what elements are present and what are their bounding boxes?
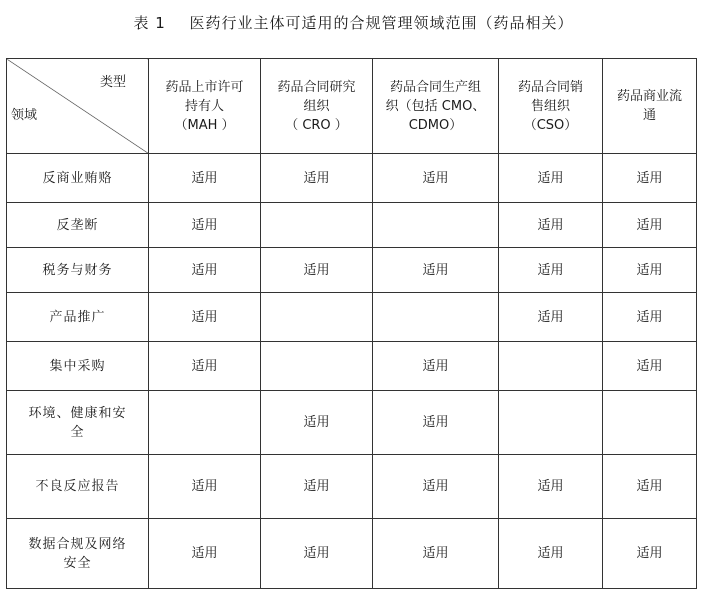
column-header-cso xyxy=(499,59,603,154)
row-domain-label: 全 xyxy=(70,424,85,440)
column-header-line: 售组织 xyxy=(530,98,570,114)
table-cell: 适用 xyxy=(373,455,499,519)
table-cell: 适用 xyxy=(603,342,697,391)
row-domain-cell xyxy=(7,391,149,455)
column-header-line: 药品合同研究 xyxy=(277,79,356,95)
table-cell: 适用 xyxy=(373,391,499,455)
table-cell xyxy=(261,342,373,391)
column-header-line: 药品商业流 xyxy=(616,89,682,104)
table-cell xyxy=(603,391,697,455)
column-header-line: CDMO） xyxy=(408,117,463,133)
table-cell: 适用 xyxy=(603,154,697,203)
table-row xyxy=(7,203,697,248)
column-header-line: 织（包括 CMO、 xyxy=(385,98,486,114)
table-cell: 适用 xyxy=(603,455,697,519)
column-header-line: （MAH ） xyxy=(174,117,235,133)
corner-domain-label: 领域 xyxy=(11,108,38,123)
table-cell: 适用 xyxy=(261,248,373,293)
column-header-line: 通 xyxy=(642,108,656,123)
table-cell xyxy=(499,391,603,455)
row-domain-cell xyxy=(7,342,149,391)
table-row xyxy=(7,248,697,293)
column-header-cro xyxy=(261,59,373,154)
table-cell: 适用 xyxy=(499,248,603,293)
row-domain-label: 数据合规及网络 xyxy=(28,536,127,552)
table-row xyxy=(7,293,697,342)
compliance-table xyxy=(6,58,697,589)
table-cell: 适用 xyxy=(603,248,697,293)
row-domain-cell xyxy=(7,154,149,203)
table-row xyxy=(7,391,697,455)
column-header-line: 持有人 xyxy=(184,98,224,114)
column-header-line: 药品合同生产组 xyxy=(389,79,481,95)
row-domain-label: 反商业贿赂 xyxy=(42,170,113,186)
table-caption: 医药行业主体可适用的合规管理领域范围（药品相关） xyxy=(189,14,574,32)
table-cell: 适用 xyxy=(603,519,697,589)
table-cell xyxy=(261,293,373,342)
table-cell: 适用 xyxy=(373,248,499,293)
row-domain-cell xyxy=(7,293,149,342)
table-cell: 适用 xyxy=(603,203,697,248)
table-cell: 适用 xyxy=(499,455,603,519)
table-row xyxy=(7,342,697,391)
table-cell: 适用 xyxy=(149,293,261,342)
column-header-mah xyxy=(149,59,261,154)
table-cell xyxy=(149,391,261,455)
table-cell xyxy=(373,203,499,248)
table-row xyxy=(7,154,697,203)
table-title xyxy=(0,12,707,33)
row-domain-label: 产品推广 xyxy=(49,309,106,325)
row-domain-label: 税务与财务 xyxy=(42,262,113,278)
column-header-line: 药品合同销 xyxy=(517,79,583,95)
table-cell: 适用 xyxy=(603,293,697,342)
column-header-line: 药品上市许可 xyxy=(165,79,244,95)
table-number: 表 1 xyxy=(133,14,166,32)
row-domain-cell xyxy=(7,455,149,519)
header-row xyxy=(7,59,697,154)
row-domain-cell xyxy=(7,203,149,248)
table-cell: 适用 xyxy=(149,154,261,203)
corner-type-label: 类型 xyxy=(99,75,126,90)
table-cell: 适用 xyxy=(499,154,603,203)
table-cell: 适用 xyxy=(261,154,373,203)
table-cell xyxy=(499,342,603,391)
row-domain-label: 环境、健康和安 xyxy=(28,405,127,421)
table-cell: 适用 xyxy=(261,455,373,519)
table-cell: 适用 xyxy=(149,342,261,391)
table-row xyxy=(7,519,697,589)
row-domain-label: 不良反应报告 xyxy=(35,479,120,494)
column-header-cmo xyxy=(373,59,499,154)
column-header-line: （CSO） xyxy=(523,117,578,133)
row-domain-label: 反垄断 xyxy=(56,217,99,233)
table-cell: 适用 xyxy=(499,293,603,342)
table-cell: 适用 xyxy=(149,203,261,248)
table-cell: 适用 xyxy=(373,154,499,203)
corner-header-cell xyxy=(7,59,149,154)
table-cell xyxy=(373,293,499,342)
table-cell xyxy=(261,203,373,248)
table-cell: 适用 xyxy=(149,519,261,589)
column-header-line: （ CRO ） xyxy=(285,117,348,133)
table-cell: 适用 xyxy=(149,455,261,519)
table-cell: 适用 xyxy=(499,203,603,248)
table-cell: 适用 xyxy=(149,248,261,293)
row-domain-cell xyxy=(7,519,149,589)
row-domain-label: 安全 xyxy=(63,555,92,571)
table-cell: 适用 xyxy=(499,519,603,589)
row-domain-cell xyxy=(7,248,149,293)
table-row xyxy=(7,455,697,519)
column-header-line: 组织 xyxy=(303,98,330,114)
table-cell: 适用 xyxy=(373,519,499,589)
row-domain-label: 集中采购 xyxy=(49,358,106,374)
table-cell: 适用 xyxy=(261,519,373,589)
column-header-distribution xyxy=(603,59,697,154)
table-cell: 适用 xyxy=(373,342,499,391)
table-cell: 适用 xyxy=(261,391,373,455)
